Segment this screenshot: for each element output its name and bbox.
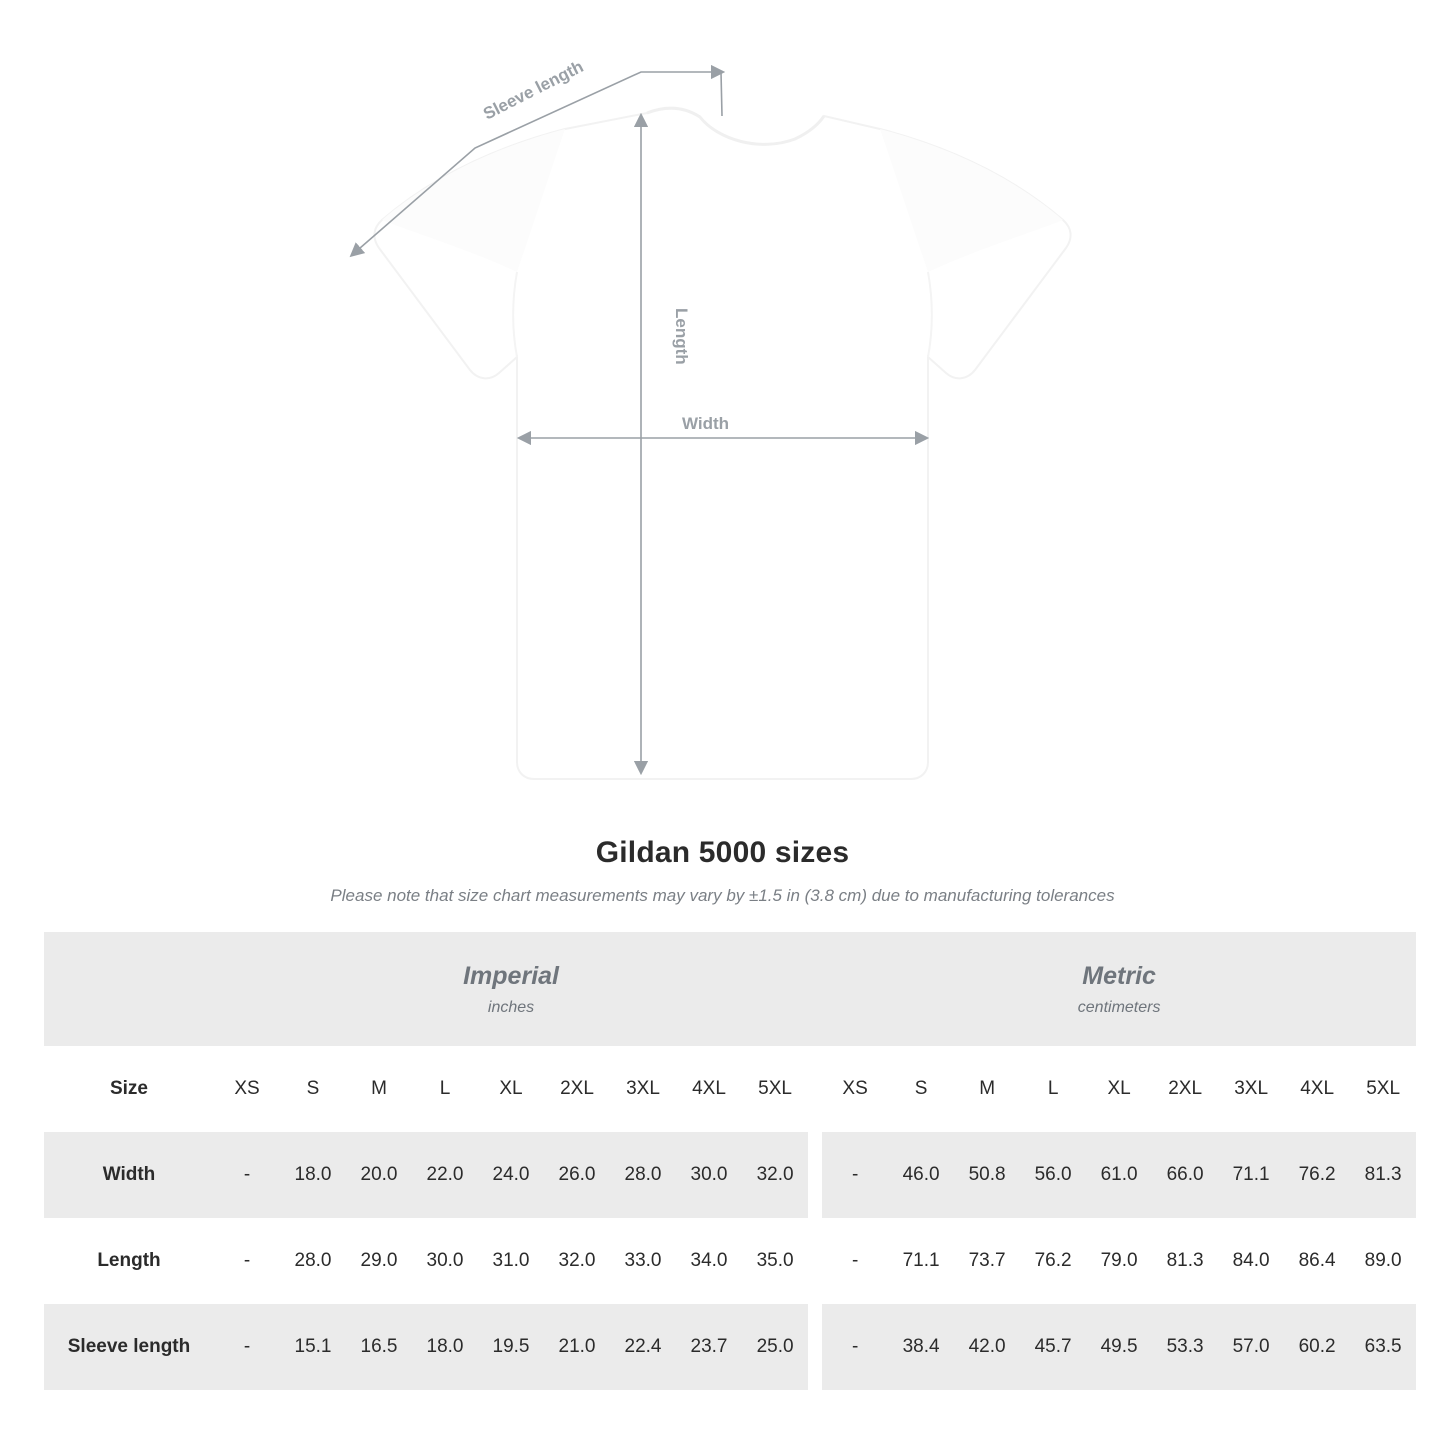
table-row (44, 1132, 1416, 1218)
cell-width-imperial-l: 22.0 (412, 1132, 478, 1218)
cell-sleeve-imperial-2xl: 21.0 (544, 1304, 610, 1390)
row-label-sleeve-length: Sleeve length (44, 1304, 214, 1390)
cell-length-imperial-s: 28.0 (294, 1250, 332, 1271)
cell-width-metric-xl: 61.0 (1086, 1132, 1152, 1218)
row-gap (808, 1132, 822, 1218)
cell-sleeve-metric-5xl: 63.5 (1350, 1304, 1416, 1390)
cell-width-imperial-4xl: 30.0 (676, 1132, 742, 1218)
cell-length-metric-m: 73.7 (968, 1250, 1006, 1271)
cell-length-metric-s: 71.1 (902, 1250, 940, 1271)
size-header-imperial-xs: XS (214, 1046, 280, 1132)
cell-sleeve-imperial-s: 15.1 (280, 1304, 346, 1390)
cell-length-imperial-5xl: 35.0 (756, 1250, 794, 1271)
cell-width-metric-5xl: 81.3 (1350, 1132, 1416, 1218)
cell-width-metric-2xl: 66.0 (1152, 1132, 1218, 1218)
cell-length-metric-3xl: 84.0 (1232, 1250, 1270, 1271)
cell-width-imperial-2xl: 26.0 (544, 1132, 610, 1218)
cell-length-imperial-xs: - (243, 1250, 251, 1271)
size-header-metric-xs: XS (822, 1046, 888, 1132)
row-gap (808, 1304, 822, 1390)
sleeve-length-label: Sleeve length (480, 56, 587, 124)
cell-length-metric-5xl: 89.0 (1364, 1250, 1402, 1271)
width-label: Width (682, 414, 730, 433)
cell-sleeve-metric-xs: - (822, 1304, 888, 1390)
unit-header-row (44, 932, 1416, 1046)
cell-sleeve-imperial-xl: 19.5 (478, 1304, 544, 1390)
cell-length-metric-2xl: 81.3 (1166, 1250, 1204, 1271)
cell-width-imperial-s: 18.0 (280, 1132, 346, 1218)
cell-width-metric-m: 50.8 (954, 1132, 1020, 1218)
cell-width-imperial-5xl: 32.0 (742, 1132, 808, 1218)
cell-length-imperial-m: 29.0 (360, 1250, 398, 1271)
size-header-gap (808, 1046, 822, 1132)
unit-header-gap (808, 932, 822, 1046)
size-header-metric-3xl: 3XL (1218, 1046, 1284, 1132)
size-header-metric-2xl: 2XL (1152, 1046, 1218, 1132)
cell-sleeve-imperial-l: 18.0 (412, 1304, 478, 1390)
cell-width-metric-4xl: 76.2 (1284, 1132, 1350, 1218)
size-header-imperial-5xl: 5XL (742, 1046, 808, 1132)
size-header-imperial-m: M (346, 1046, 412, 1132)
size-header-metric-xl: XL (1086, 1046, 1152, 1132)
metric-unit-sub: centimeters (1077, 998, 1161, 1016)
size-header-metric-s: S (888, 1046, 954, 1132)
row-label-width: Width (44, 1132, 214, 1218)
size-header-imperial-xl: XL (478, 1046, 544, 1132)
size-header-imperial-2xl: 2XL (544, 1046, 610, 1132)
cell-length-metric-xs: - (851, 1250, 859, 1271)
size-table-wrapper (44, 932, 1401, 1390)
cell-sleeve-metric-2xl: 53.3 (1152, 1304, 1218, 1390)
cell-length-metric-4xl: 86.4 (1298, 1250, 1336, 1271)
table-row (44, 1218, 1416, 1304)
cell-length-metric-l: 76.2 (1034, 1250, 1072, 1271)
length-label: Length (672, 308, 691, 365)
cell-width-metric-s: 46.0 (888, 1132, 954, 1218)
cell-width-imperial-m: 20.0 (346, 1132, 412, 1218)
cell-sleeve-metric-xl: 49.5 (1086, 1304, 1152, 1390)
size-header-row (44, 1046, 1416, 1132)
cell-length-imperial-3xl: 33.0 (624, 1250, 662, 1271)
row-gap (808, 1218, 822, 1304)
size-header-imperial-s: S (280, 1046, 346, 1132)
cell-sleeve-metric-m: 42.0 (954, 1304, 1020, 1390)
cell-length-imperial-4xl: 34.0 (690, 1250, 728, 1271)
chart-heading (0, 836, 1445, 906)
cell-sleeve-metric-s: 38.4 (888, 1304, 954, 1390)
tshirt-illustration (374, 108, 1070, 779)
size-header-label: Size (44, 1046, 214, 1132)
unit-header-metric (822, 932, 1416, 1046)
cell-sleeve-imperial-5xl: 25.0 (742, 1304, 808, 1390)
metric-unit-name: Metric (1082, 961, 1156, 990)
tolerance-note: Please note that size chart measurements may vary by ±1.5 in (3.8 cm) due to manufacturing tolerances (330, 886, 1115, 905)
table-row (44, 1304, 1416, 1390)
cell-width-imperial-xs: - (214, 1132, 280, 1218)
cell-length-imperial-2xl: 32.0 (558, 1250, 596, 1271)
cell-sleeve-metric-4xl: 60.2 (1284, 1304, 1350, 1390)
cell-length-imperial-xl: 31.0 (492, 1250, 530, 1271)
cell-sleeve-metric-3xl: 57.0 (1218, 1304, 1284, 1390)
size-table (44, 932, 1416, 1390)
size-header-metric-l: L (1020, 1046, 1086, 1132)
cell-width-imperial-xl: 24.0 (478, 1132, 544, 1218)
cell-sleeve-imperial-m: 16.5 (346, 1304, 412, 1390)
cell-width-metric-l: 56.0 (1020, 1132, 1086, 1218)
size-header-metric-5xl: 5XL (1350, 1046, 1416, 1132)
page-title: Gildan 5000 sizes (595, 836, 850, 869)
unit-header-imperial (214, 932, 808, 1046)
cell-width-imperial-3xl: 28.0 (610, 1132, 676, 1218)
size-header-imperial-l: L (412, 1046, 478, 1132)
cell-sleeve-imperial-4xl: 23.7 (676, 1304, 742, 1390)
cell-sleeve-imperial-xs: - (214, 1304, 280, 1390)
size-header-metric-m: M (954, 1046, 1020, 1132)
unit-header-spacer (44, 932, 214, 1046)
cell-width-metric-xs: - (822, 1132, 888, 1218)
imperial-unit-name: Imperial (463, 961, 559, 990)
size-header-imperial-4xl: 4XL (676, 1046, 742, 1132)
size-header-imperial-3xl: 3XL (610, 1046, 676, 1132)
cell-sleeve-imperial-3xl: 22.4 (610, 1304, 676, 1390)
size-header-metric-4xl: 4XL (1284, 1046, 1350, 1132)
cell-sleeve-metric-l: 45.7 (1020, 1304, 1086, 1390)
cell-length-imperial-l: 30.0 (426, 1250, 464, 1271)
imperial-unit-sub: inches (487, 998, 535, 1016)
cell-length-metric-xl: 79.0 (1100, 1250, 1138, 1271)
row-label-length: Length (97, 1250, 161, 1271)
cell-width-metric-3xl: 71.1 (1218, 1132, 1284, 1218)
